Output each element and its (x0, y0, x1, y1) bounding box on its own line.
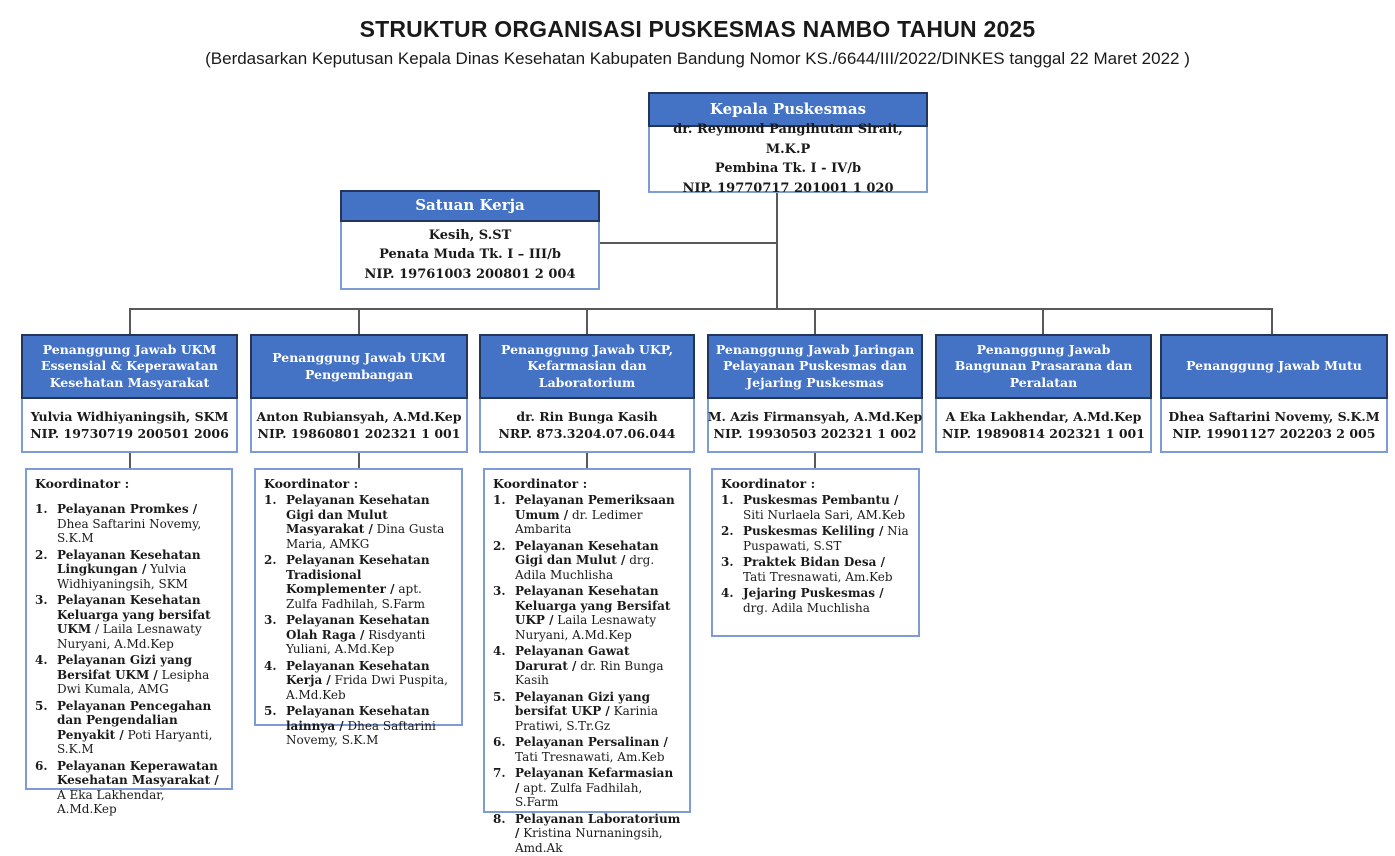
koordinator-item (264, 704, 453, 748)
koordinator-item (264, 553, 453, 611)
item-text: Jejaring Puskesmas / drg. Adila Muchlisha (743, 586, 884, 615)
item-text: Pelayanan Kesehatan Keluarga yang Bersifat UKP / Laila Lesnawaty Nuryani, A.Md.Kep (515, 584, 671, 642)
item-text: Pelayanan Promkes / Dhea Saftarini Novemy, S.K.M (57, 502, 202, 546)
connector-drop-2 (358, 308, 360, 334)
dept-mutu-person (1160, 399, 1388, 453)
item-text: Pelayanan Gawat Darurat / dr. Rin Bunga Kasih (515, 644, 664, 688)
koordinator-item (493, 690, 681, 734)
item-text: Pelayanan Laboratorium / Kristina Nurnaningsih, Amd.Ak (515, 811, 681, 855)
dept-person-name: M. Azis Firmansyah, A.Md.Kep (707, 408, 923, 424)
dept-ukm-pengembangan-title: Penanggung Jawab UKM Pengembangan (250, 334, 468, 399)
dept-person-nip: NRP. 873.3204.07.06.044 (498, 426, 676, 441)
koordinator-item (493, 735, 681, 764)
connector-drop-5 (1042, 308, 1044, 334)
dept-person-nip: NIP. 19930503 202321 1 002 (713, 426, 917, 441)
dept-bangunan-prasarana-title: Penanggung Jawab Bangunan Prasarana dan Peralatan (935, 334, 1152, 399)
koordinator-item (721, 524, 910, 553)
item-text: Pelayanan Pencegahan dan Pengendalian Penyakit / Poti Haryanti, S.K.M (57, 698, 213, 757)
koordinator-item (721, 555, 910, 584)
item-text: Puskesmas Keliling / Nia Puspawati, S.ST (743, 524, 909, 553)
dept-ukm-essensial-person (21, 399, 238, 453)
dept-jaringan-jejaring-title: Penanggung Jawab Jaringan Pelayanan Puskesmas dan Jejaring Puskesmas (707, 334, 923, 399)
connector-koord-4 (814, 453, 816, 468)
koordinator-label: Koordinator : (721, 476, 816, 491)
kepala-puskesmas-header: Kepala Puskesmas (648, 92, 928, 127)
connector-koord-1 (129, 453, 131, 468)
item-number: 4. (264, 658, 277, 673)
item-text: Pelayanan Kesehatan Olah Raga / Risdyanti Yuliani, A.Md.Kep (286, 613, 430, 657)
koordinator-item (264, 659, 453, 703)
satuan-rank: Penata Muda Tk. I – III/b (379, 247, 561, 263)
koordinator-label: Koordinator : (264, 476, 359, 491)
koordinator-box-ukm-pengembangan (254, 468, 463, 748)
item-number: 6. (35, 758, 48, 773)
kepala-nip: NIP. 19770717 201001 1 020 (682, 180, 894, 196)
dept-ukp-kefarmasian-title: Penanggung Jawab UKP, Kefarmasian dan Laboratorium (479, 334, 695, 399)
item-text: Pelayanan Kesehatan lainnya / Dhea Saftarini Novemy, S.K.M (286, 704, 436, 748)
koordinator-item (35, 548, 223, 592)
item-text: Pelayanan Kesehatan Gigi dan Mulut Masyarakat / Dina Gusta Maria, AMKG (286, 493, 445, 551)
item-text: Pelayanan Kesehatan Keluarga yang bersifat UKM / Laila Lesnawaty Nuryani, A.Md.Kep (57, 593, 211, 651)
dept-person-name: Yulvia Widhiyaningsih, SKM (30, 408, 229, 424)
dept-ukm-pengembangan (250, 334, 468, 453)
koordinator-item (35, 759, 223, 817)
koordinator-list (264, 493, 453, 748)
dept-person-name: dr. Rin Bunga Kasih (516, 408, 658, 424)
koordinator-list (721, 493, 910, 615)
koordinator-item (493, 493, 681, 537)
item-text: Pelayanan Keperawatan Kesehatan Masyarakat / A Eka Lakhendar, A.Md.Kep (57, 758, 219, 817)
dept-ukp-kefarmasian (479, 334, 695, 453)
koordinator-item (721, 586, 910, 615)
koordinator-item (493, 644, 681, 688)
item-number: 3. (35, 593, 48, 608)
item-text: Pelayanan Gizi yang Bersifat UKM / Lesipha Dwi Kumala, AMG (57, 653, 210, 697)
kepala-rank: Pembina Tk. I - IV/b (714, 161, 862, 176)
dept-jaringan-jejaring-person (707, 399, 923, 453)
connector-drop-4 (814, 308, 816, 334)
dept-person-name: Anton Rubiansyah, A.Md.Kep (256, 408, 462, 424)
dept-ukm-essensial (21, 334, 238, 453)
connector-drop-3 (586, 308, 588, 334)
koordinator-item (264, 613, 453, 657)
satuan-kerja-detail (340, 222, 600, 290)
connector-spine (130, 308, 1273, 310)
item-number: 7. (493, 766, 506, 781)
koordinator-item (493, 766, 681, 810)
item-text: Praktek Bidan Desa / Tati Tresnawati, Am.Keb (743, 555, 893, 584)
item-number: 3. (493, 584, 506, 599)
koordinator-list (35, 502, 223, 817)
item-number: 4. (721, 586, 734, 601)
connector-koord-2 (358, 453, 360, 468)
dept-mutu (1160, 334, 1388, 453)
item-number: 5. (493, 689, 506, 704)
dept-person-name: Dhea Saftarini Novemy, S.K.M (1168, 408, 1380, 424)
dept-person-name: A Eka Lakhendar, A.Md.Kep (945, 408, 1142, 424)
item-number: 3. (721, 555, 734, 570)
connector-drop-6 (1271, 308, 1273, 334)
item-number: 8. (493, 811, 506, 826)
dept-ukp-kefarmasian-person (479, 399, 695, 453)
dept-ukm-essensial-title: Penanggung Jawab UKM Essensial & Keperawatan Kesehatan Masyarakat (21, 334, 238, 399)
dept-jaringan-jejaring (707, 334, 923, 453)
item-number: 5. (264, 704, 277, 719)
item-text: Pelayanan Kesehatan Kerja / Frida Dwi Puspita, A.Md.Keb (286, 658, 448, 702)
item-number: 2. (493, 538, 506, 553)
item-number: 1. (721, 493, 734, 508)
kepala-puskesmas-detail (648, 122, 928, 196)
page-subtitle: (Berdasarkan Keputusan Kepala Dinas Kesehatan Kabupaten Bandung Nomor KS./6644/III/2022/DINKES tanggal 22 Maret 2022 ) (205, 49, 1190, 68)
item-text: Pelayanan Kesehatan Gigi dan Mulut / drg. Adila Muchlisha (515, 538, 659, 582)
connector-satuan-horizontal (600, 242, 777, 244)
item-number: 5. (35, 698, 48, 713)
item-number: 1. (264, 493, 277, 508)
dept-person-nip: NIP. 19860801 202321 1 001 (257, 426, 461, 441)
item-number: 6. (493, 735, 506, 750)
item-text: Pelayanan Persalinan / Tati Tresnawati, Am.Keb (515, 735, 668, 764)
item-number: 3. (264, 613, 277, 628)
dept-ukm-pengembangan-person (250, 399, 468, 453)
koordinator-item (35, 502, 223, 546)
item-number: 1. (493, 493, 506, 508)
koordinator-item (721, 493, 910, 522)
satuan-kerja-box (340, 190, 600, 290)
koordinator-item (493, 539, 681, 583)
satuan-name: Kesih, S.ST (428, 227, 512, 243)
koordinator-item (493, 812, 681, 856)
item-number: 2. (35, 547, 48, 562)
item-number: 4. (493, 644, 506, 659)
dept-person-nip: NIP. 19901127 202203 2 005 (1172, 426, 1376, 441)
koordinator-label: Koordinator : (35, 476, 130, 491)
koordinator-item (493, 584, 681, 642)
koordinator-item (35, 653, 223, 697)
dept-bangunan-prasarana (935, 334, 1152, 453)
item-number: 2. (264, 553, 277, 568)
koordinator-box-jaringan-jejaring (711, 468, 920, 637)
item-text: Pelayanan Pemeriksaan Umum / dr. Ledimer Ambarita (515, 493, 675, 537)
koordinator-item (264, 493, 453, 551)
koordinator-box-ukp-kefarmasian (483, 468, 691, 855)
item-text: Pelayanan Kesehatan Lingkungan / Yulvia Widhiyaningsih, SKM (57, 547, 201, 591)
koordinator-box-ukm-essensial (25, 468, 233, 817)
koordinator-label: Koordinator : (493, 476, 588, 491)
dept-person-nip: NIP. 19730719 200501 2006 (30, 426, 229, 441)
dept-mutu-title: Penanggung Jawab Mutu (1160, 334, 1388, 399)
item-number: 4. (35, 653, 48, 668)
item-text: Pelayanan Kesehatan Tradisional Komplementer / apt. Zulfa Fadhilah, S.Farm (286, 553, 430, 611)
dept-person-nip: NIP. 19890814 202321 1 001 (942, 426, 1145, 441)
connector-koord-3 (586, 453, 588, 468)
satuan-nip: NIP. 19761003 200801 2 004 (364, 266, 576, 282)
kepala-puskesmas-box (648, 92, 928, 196)
item-number: 2. (721, 524, 734, 539)
connector-kepala-vertical (776, 193, 778, 308)
item-number: 1. (35, 502, 48, 517)
item-text: Pelayanan Kefarmasian / apt. Zulfa Fadhilah, S.Farm (515, 766, 674, 810)
koordinator-item (35, 699, 223, 757)
page-title: STRUKTUR ORGANISASI PUSKESMAS NAMBO TAHUN 2025 (359, 16, 1036, 42)
koordinator-list (493, 493, 681, 855)
satuan-kerja-header: Satuan Kerja (340, 190, 600, 222)
koordinator-item (35, 593, 223, 651)
connector-drop-1 (129, 308, 131, 334)
item-text: Puskesmas Pembantu / Siti Nurlaela Sari, AM.Keb (743, 493, 906, 522)
item-text: Pelayanan Gizi yang bersifat UKP / Karinia Pratiwi, S.Tr.Gz (515, 689, 659, 733)
dept-bangunan-prasarana-person (935, 399, 1152, 453)
kepala-name: dr. Reymond Pangihutan Sirait, M.K.P (673, 122, 903, 157)
